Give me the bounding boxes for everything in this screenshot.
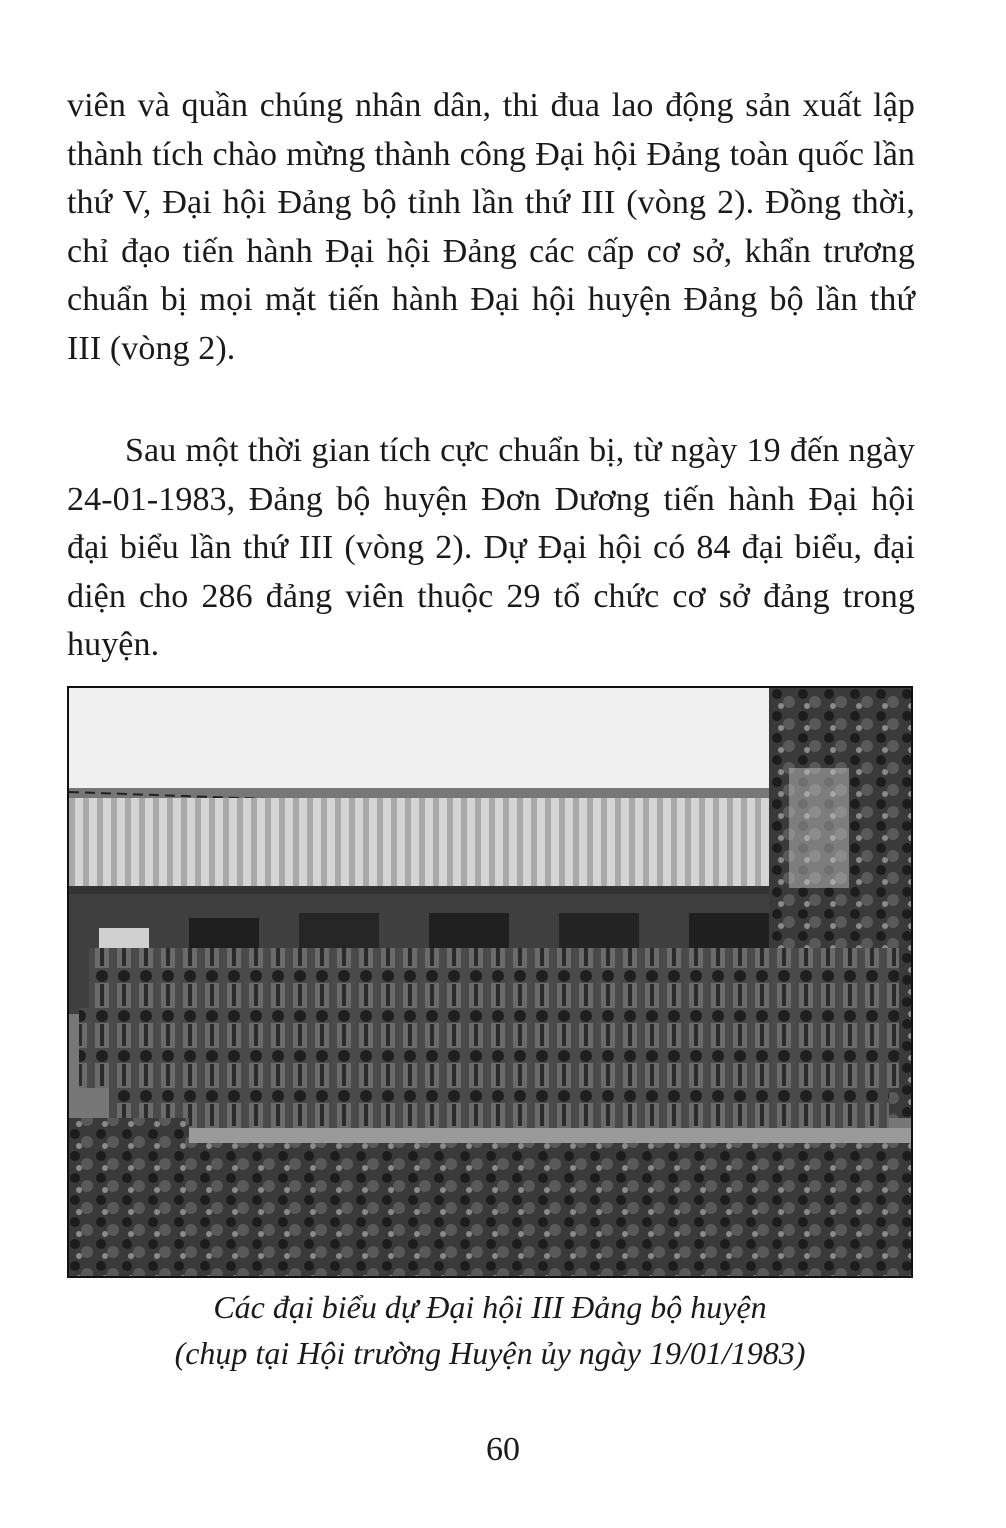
body-paragraph-1: viên và quần chúng nhân dân, thi đua lao động sản xuất lập thành tích chào mừng thành công Đại hội Đảng toàn quốc lần thứ V, Đại hội Đảng bộ tỉnh lần thứ III (vòng 2). Đồng thời, chỉ đạo tiến hành Đại hội Đảng các cấp cơ sở, khẩn trương chuẩn bị mọi mặt tiến hành Đại hội huyện Đảng bộ lần thứ III (vòng 2). — [67, 87, 915, 367]
photo-caption-line-1: Các đại biểu dự Đại hội III Đảng bộ huyện — [213, 1289, 767, 1325]
group-photo — [67, 686, 913, 1278]
photo-caption-line-2: (chụp tại Hội trường Huyện ủy ngày 19/01/1983) — [174, 1335, 806, 1371]
page-number: 60 — [486, 1431, 520, 1468]
group-photo-illustration — [69, 688, 911, 1276]
body-paragraph-2: Sau một thời gian tích cực chuẩn bị, từ ngày 19 đến ngày 24-01-1983, Đảng bộ huyện Đơn Dương tiến hành Đại hội đại biểu lần thứ III (vòng 2). Dự Đại hội có 84 đại biểu, đại diện cho 286 đảng viên thuộc 29 tổ chức cơ sở đảng trong huyện. — [67, 432, 915, 663]
